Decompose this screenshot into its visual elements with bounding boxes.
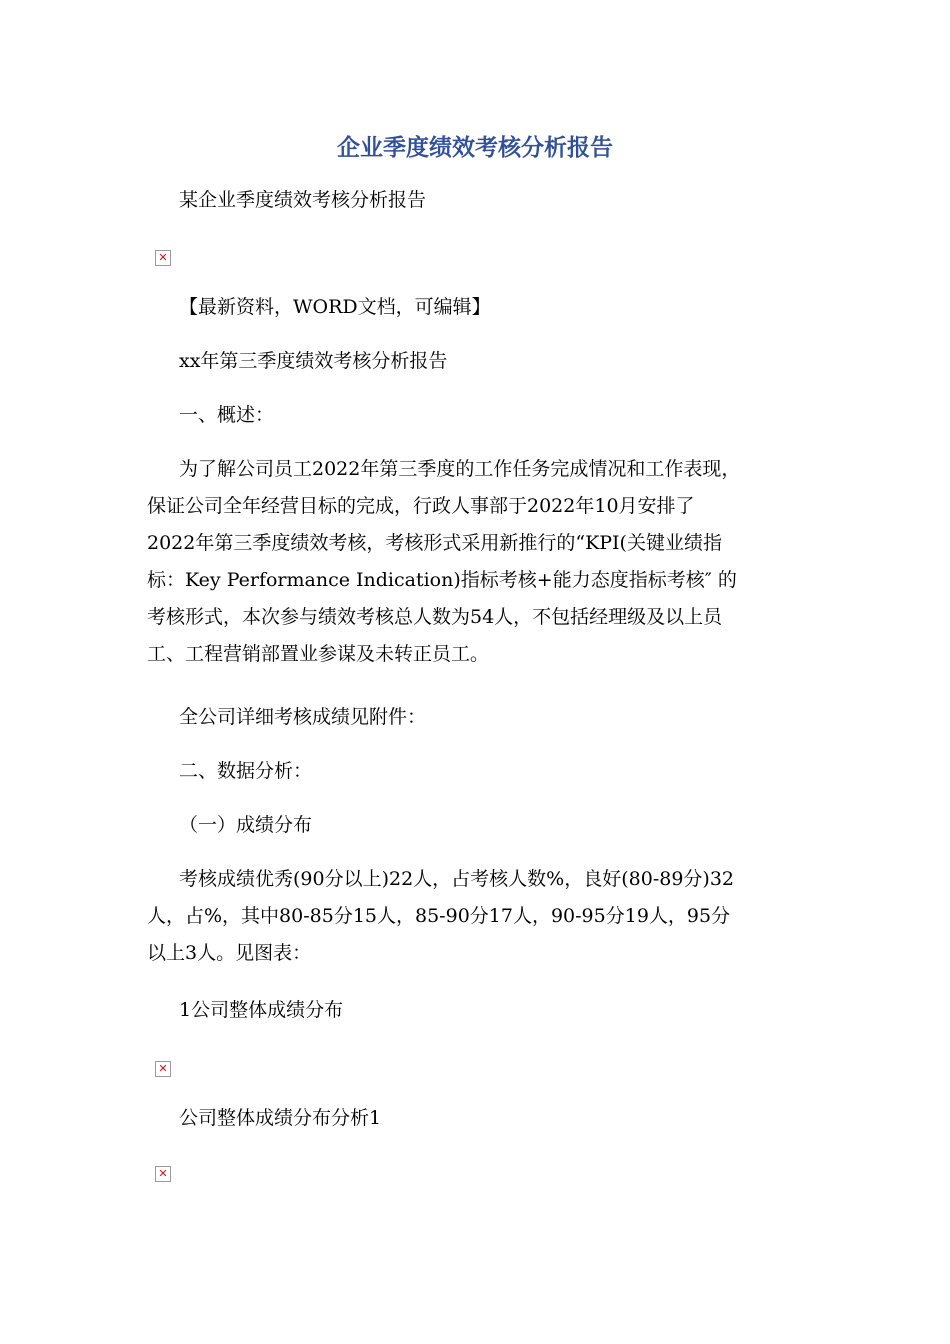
overview-paragraph bbox=[147, 451, 807, 673]
section2-heading: 二、数据分析： bbox=[179, 760, 313, 782]
attachment-note: 全公司详细考核成绩见附件： bbox=[179, 706, 427, 728]
distribution-line: 以上3人。见图表： bbox=[147, 942, 312, 964]
broken-image-icon: ✕ bbox=[155, 1061, 171, 1077]
report-title: xx年第三季度绩效考核分析报告 bbox=[179, 350, 448, 372]
broken-image-icon: ✕ bbox=[155, 250, 171, 266]
overview-line: 保证公司全年经营目标的完成，行政人事部于2022年10月安排了 bbox=[147, 495, 695, 517]
overview-line: 为了解公司员工2022年第三季度的工作任务完成情况和工作表现， bbox=[179, 458, 741, 480]
chart2-caption: 公司整体成绩分布分析1 bbox=[179, 1107, 382, 1129]
distribution-line: 考核成绩优秀(90分以上)22人，占考核人数%，良好(80-89分)32 bbox=[179, 868, 735, 890]
document-title: 企业季度绩效考核分析报告 bbox=[337, 135, 613, 161]
broken-image-icon: ✕ bbox=[155, 1166, 171, 1182]
chart1-caption: 1公司整体成绩分布 bbox=[179, 999, 344, 1021]
overview-line: 工、工程营销部置业参谋及未转正员工。 bbox=[147, 643, 490, 665]
overview-line: 标：Key Performance Indication)指标考核+能力态度指标考核″ 的 bbox=[147, 569, 737, 591]
overview-line: 考核形式，本次参与绩效考核总人数为54人，不包括经理级及以上员 bbox=[147, 606, 723, 628]
section1-heading: 一、概述： bbox=[179, 404, 275, 426]
overview-line: 2022年第三季度绩效考核，考核形式采用新推行的“KPI(关键业绩指 bbox=[147, 532, 722, 554]
subsection1-heading: （一）成绩分布 bbox=[179, 814, 313, 836]
editable-note: 【最新资料，WORD文档，可编辑】 bbox=[179, 296, 491, 318]
distribution-line: 人，占%，其中80-85分15人，85-90分17人，90-95分19人，95分 bbox=[147, 905, 731, 927]
subtitle: 某企业季度绩效考核分析报告 bbox=[179, 189, 427, 211]
distribution-paragraph bbox=[147, 861, 807, 972]
